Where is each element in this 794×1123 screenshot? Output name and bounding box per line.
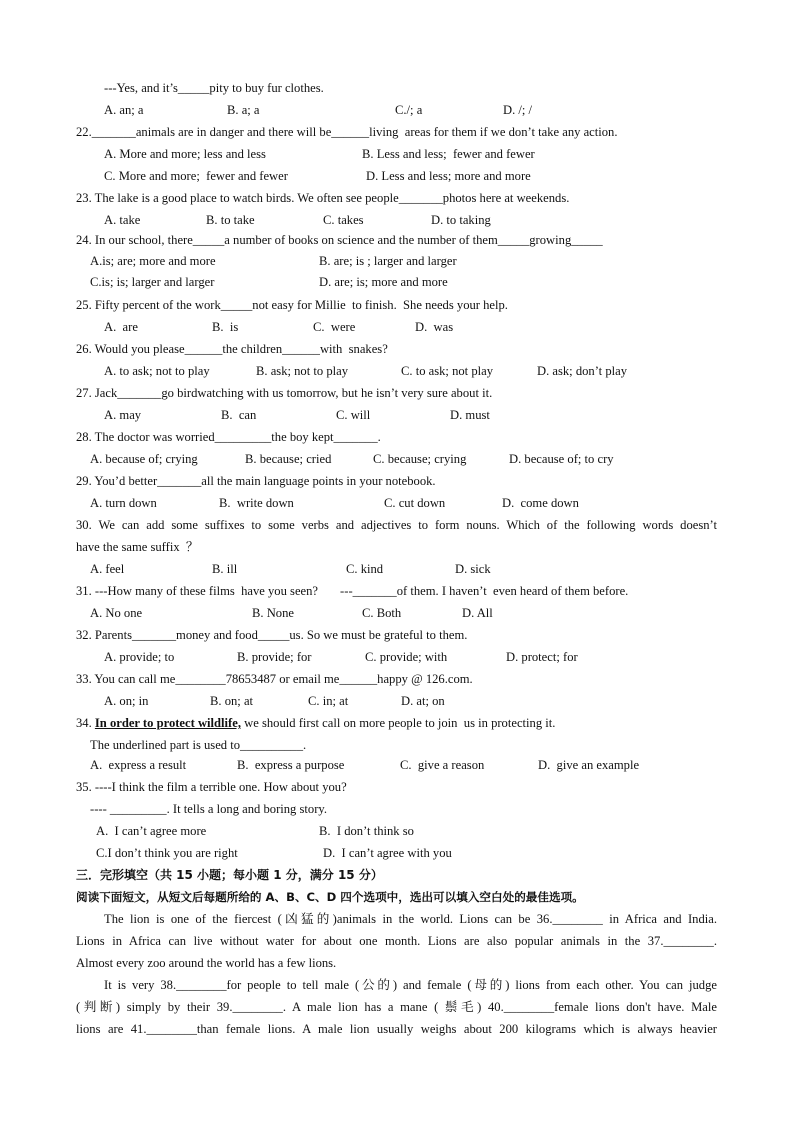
question-28-stem: 28. The doctor was worried_________the boy kept_______. [76,430,381,444]
option-d: D. protect; for [506,650,578,664]
option-c: C.I don’t think you are right [96,846,238,860]
question-number: 34. [76,716,95,730]
option-b: B. ill [212,562,238,576]
passage-line-4: It is very 38.________for people to tell male (公的) and female (母的) lions from each other. You can judge [104,978,717,992]
question-25-stem: 25. Fifty percent of the work_____not easy for Millie to finish. She needs your help. [76,298,508,312]
option-a: A. because of; crying [90,452,198,466]
option-b: B. is [212,320,239,334]
question-30-stem-cont: have the same suffix ？ [76,540,199,554]
option-a: A. feel [90,562,125,576]
option-c: C. cut down [384,496,446,510]
option-b: B. on; at [210,694,254,708]
option-a: A. an; a [104,103,144,117]
option-c: C./; a [395,103,423,117]
question-22-stem: 22._______animals are in danger and there will be______living areas for them if we don’t take any action. [76,125,618,139]
option-a: A. More and more; less and less [104,147,266,161]
option-d: D. because of; to cry [509,452,614,466]
option-d: D. ask; don’t play [537,364,628,378]
option-a: A. to ask; not to play [104,364,210,378]
passage-line-2: Lions in Africa can live without water for about one month. Lions are also popular animals in the 37.________. [76,934,717,948]
passage-line-6: lions are 41.________than female lions. A male lion usually weighs about 200 kilograms which is always heavier [76,1022,717,1036]
option-c: C. were [313,320,356,334]
passage-line-3: Almost every zoo around the world has a few lions. [76,956,337,970]
option-b: B. write down [219,496,294,510]
option-c: C. kind [346,562,384,576]
option-d: D. All [462,606,493,620]
option-c: C. because; crying [373,452,467,466]
section-3-heading: 三．完形填空（共 15 小题；每小题 1 分，满分 15 分） [76,868,383,882]
option-b: B. express a purpose [237,758,345,772]
underlined-phrase: In order to protect wildlife, [94,716,241,730]
option-a: A. may [104,408,142,422]
option-b: B. can [221,408,257,422]
option-a: A. take [104,213,141,227]
option-a: A. on; in [104,694,149,708]
question-30-stem: 30. We can add some suffixes to some verbs and adjectives to form nouns. Which of the following words doesn’t [76,518,717,532]
option-d: D. was [415,320,454,334]
option-d: D. to taking [431,213,491,227]
option-a: A. I can’t agree more [96,824,207,838]
question-29-stem: 29. You’d better_______all the main language points in your notebook. [76,474,436,488]
question-24-stem: 24. In our school, there_____a number of books on science and the number of them_____growing_____ [76,233,603,247]
option-d: D. /; / [503,103,533,117]
option-d: D. at; on [401,694,445,708]
question-34-stem [76,715,555,731]
section-3-instructions: 阅读下面短文，从短文后每题所给的 A、B、C、D 四个选项中，选出可以填入空白处的最佳选项。 [76,890,584,904]
question-35-stem: 35. ----I think the film a terrible one. How about you? [76,780,347,794]
question-34-prompt: The underlined part is used to__________. [90,738,307,752]
question-26-stem: 26. Would you please______the children______with snakes? [76,342,388,356]
question-33-stem: 33. You can call me________78653487 or email me______happy @ 126.com. [76,672,473,686]
option-a: A. provide; to [104,650,175,664]
option-c: C. give a reason [400,758,485,772]
option-b: B. None [252,606,294,620]
option-d: D. I can’t agree with you [323,846,452,860]
option-c: C.is; is; larger and larger [90,275,215,289]
option-b: B. provide; for [237,650,312,664]
option-c: C. in; at [308,694,349,708]
option-c: C. takes [323,213,364,227]
option-b: B. to take [206,213,255,227]
option-c: C. provide; with [365,650,448,664]
option-b: B. a; a [227,103,260,117]
option-d: D. must [450,408,490,422]
question-32-stem: 32. Parents_______money and food_____us. So we must be grateful to them. [76,628,468,642]
question-27-stem: 27. Jack_______go birdwatching with us tomorrow, but he isn’t very sure about it. [76,386,493,400]
question-31-stem: 31. ---How many of these films have you seen? ---_______of them. I haven’t even heard of them before. [76,584,629,598]
option-c: C. Both [362,606,402,620]
option-b: B. ask; not to play [256,364,348,378]
question-35-reply: ---- _________. It tells a long and boring story. [90,802,328,816]
option-a: A. turn down [90,496,157,510]
option-a: A. express a result [90,758,187,772]
question-23-stem: 23. The lake is a good place to watch birds. We often see people_______photos here at weekends. [76,191,570,205]
option-b: B. I don’t think so [319,824,414,838]
passage-line-5: (判断) simply by their 39.________. A male lion has a mane ( 鬃毛) 40.________female lions don't have. Male [76,1000,717,1014]
option-c: C. More and more; fewer and fewer [104,169,288,183]
option-b: B. because; cried [245,452,332,466]
option-b: B. are; is ; larger and larger [319,254,457,268]
option-a: A. No one [90,606,143,620]
option-a: A. are [104,320,138,334]
option-a: A.is; are; more and more [90,254,216,268]
option-d: D. Less and less; more and more [366,169,531,183]
option-d: D. give an example [538,758,640,772]
passage-line-1: The lion is one of the fiercest (凶猛的)animals in the world. Lions can be 36.________ in Africa and India. [104,912,717,926]
option-c: C. will [336,408,371,422]
option-d: D. sick [455,562,491,576]
question-34-rest: we should first call on more people to join us in protecting it. [240,716,556,730]
option-d: D. come down [502,496,579,510]
option-d: D. are; is; more and more [319,275,448,289]
question-21-stem: ---Yes, and it’s_____pity to buy fur clothes. [104,81,324,95]
option-c: C. to ask; not play [401,364,493,378]
option-b: B. Less and less; fewer and fewer [362,147,535,161]
